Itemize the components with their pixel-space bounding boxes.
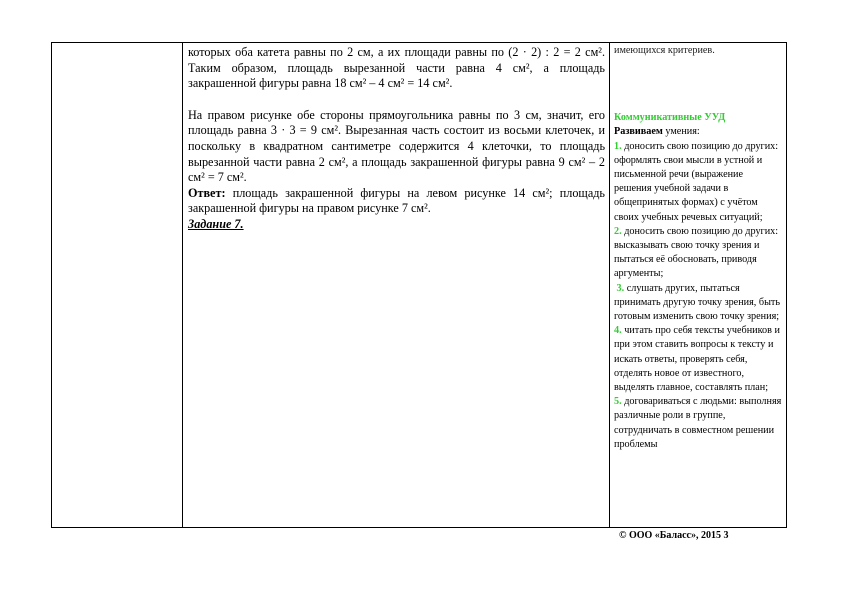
skill-number: 2. [614,225,622,237]
answer-label: Ответ: [188,185,226,200]
lesson-content-cell [183,43,610,528]
skill-item [614,395,783,452]
skill-item [614,324,783,395]
table-row [52,43,787,528]
task-heading [188,217,605,233]
answer-paragraph [188,186,605,217]
solution-paragraph-1: которых оба катета равны по 2 см, а их площади равны по (2 · 2) : 2 = 2 см². Таким образом, площадь вырезанной части равна 4 см², а площадь закрашенной фигуры равна 18 см² – 4 см² = 14 см². [188,45,605,91]
skill-text: доносить свою позицию до других: оформлять свои мысли в устной и письменной речи (выражение решения учебной задачи в общепринятых формах) с учётом своих учебных речевых ситуаций; [614,140,779,223]
skill-number: 3. [616,282,625,294]
uud-cell [610,43,787,528]
develop-line [614,125,783,139]
skill-number: 1. [614,140,622,152]
page-footer: © ООО «Баласс», 2015 3 [619,530,729,541]
skill-number: 5. [614,396,622,408]
skill-text: договариваться с людьми: выполняя различные роли в группе, сотрудничать в совместном решении проблемы [614,396,782,450]
skill-number: 4. [614,325,622,337]
develop-label: Развиваем [614,126,663,138]
answer-text: площадь закрашенной фигуры на левом рисунке 14 см²; площадь закрашенной фигуры на правом рисунке 7 см². [188,185,605,216]
develop-rest: умения: [662,126,700,138]
lesson-table [51,42,787,528]
skill-item [614,225,783,282]
skill-item [614,140,783,225]
skill-text: читать про себя тексты учебников и при этом ставить вопросы к тексту и искать ответы, проверять себя, отделять новое от известного, выделять главное, составлять план; [614,325,780,394]
uud-heading: Коммуникативные УУД [614,112,726,124]
lesson-stage-cell [52,43,183,528]
skill-text: слушать других, пытаться принимать другую точку зрения, быть готовым изменить свою точку зрения; [614,282,781,323]
criteria-text: имеющихся критериев. [614,45,715,56]
skill-text: доносить свою позицию до других: высказывать свою точку зрения и пытаться её обосновать, приводя аргументы; [614,225,779,280]
skill-item [614,282,783,325]
task-label: Задание 7. [188,216,244,231]
solution-paragraph-2: На правом рисунке обе стороны прямоугольника равны по 3 см, значит, его площадь равна 3 · 3 = 9 см². Вырезанная часть состоит из восьми клеточек, и поскольку в квадратном сантиметре содержится 4 клеточки, то площадь вырезанной части равна 2 см², а площадь закрашенной фигуры равна 9 см² – 2 см² = 7 см². [188,107,605,185]
